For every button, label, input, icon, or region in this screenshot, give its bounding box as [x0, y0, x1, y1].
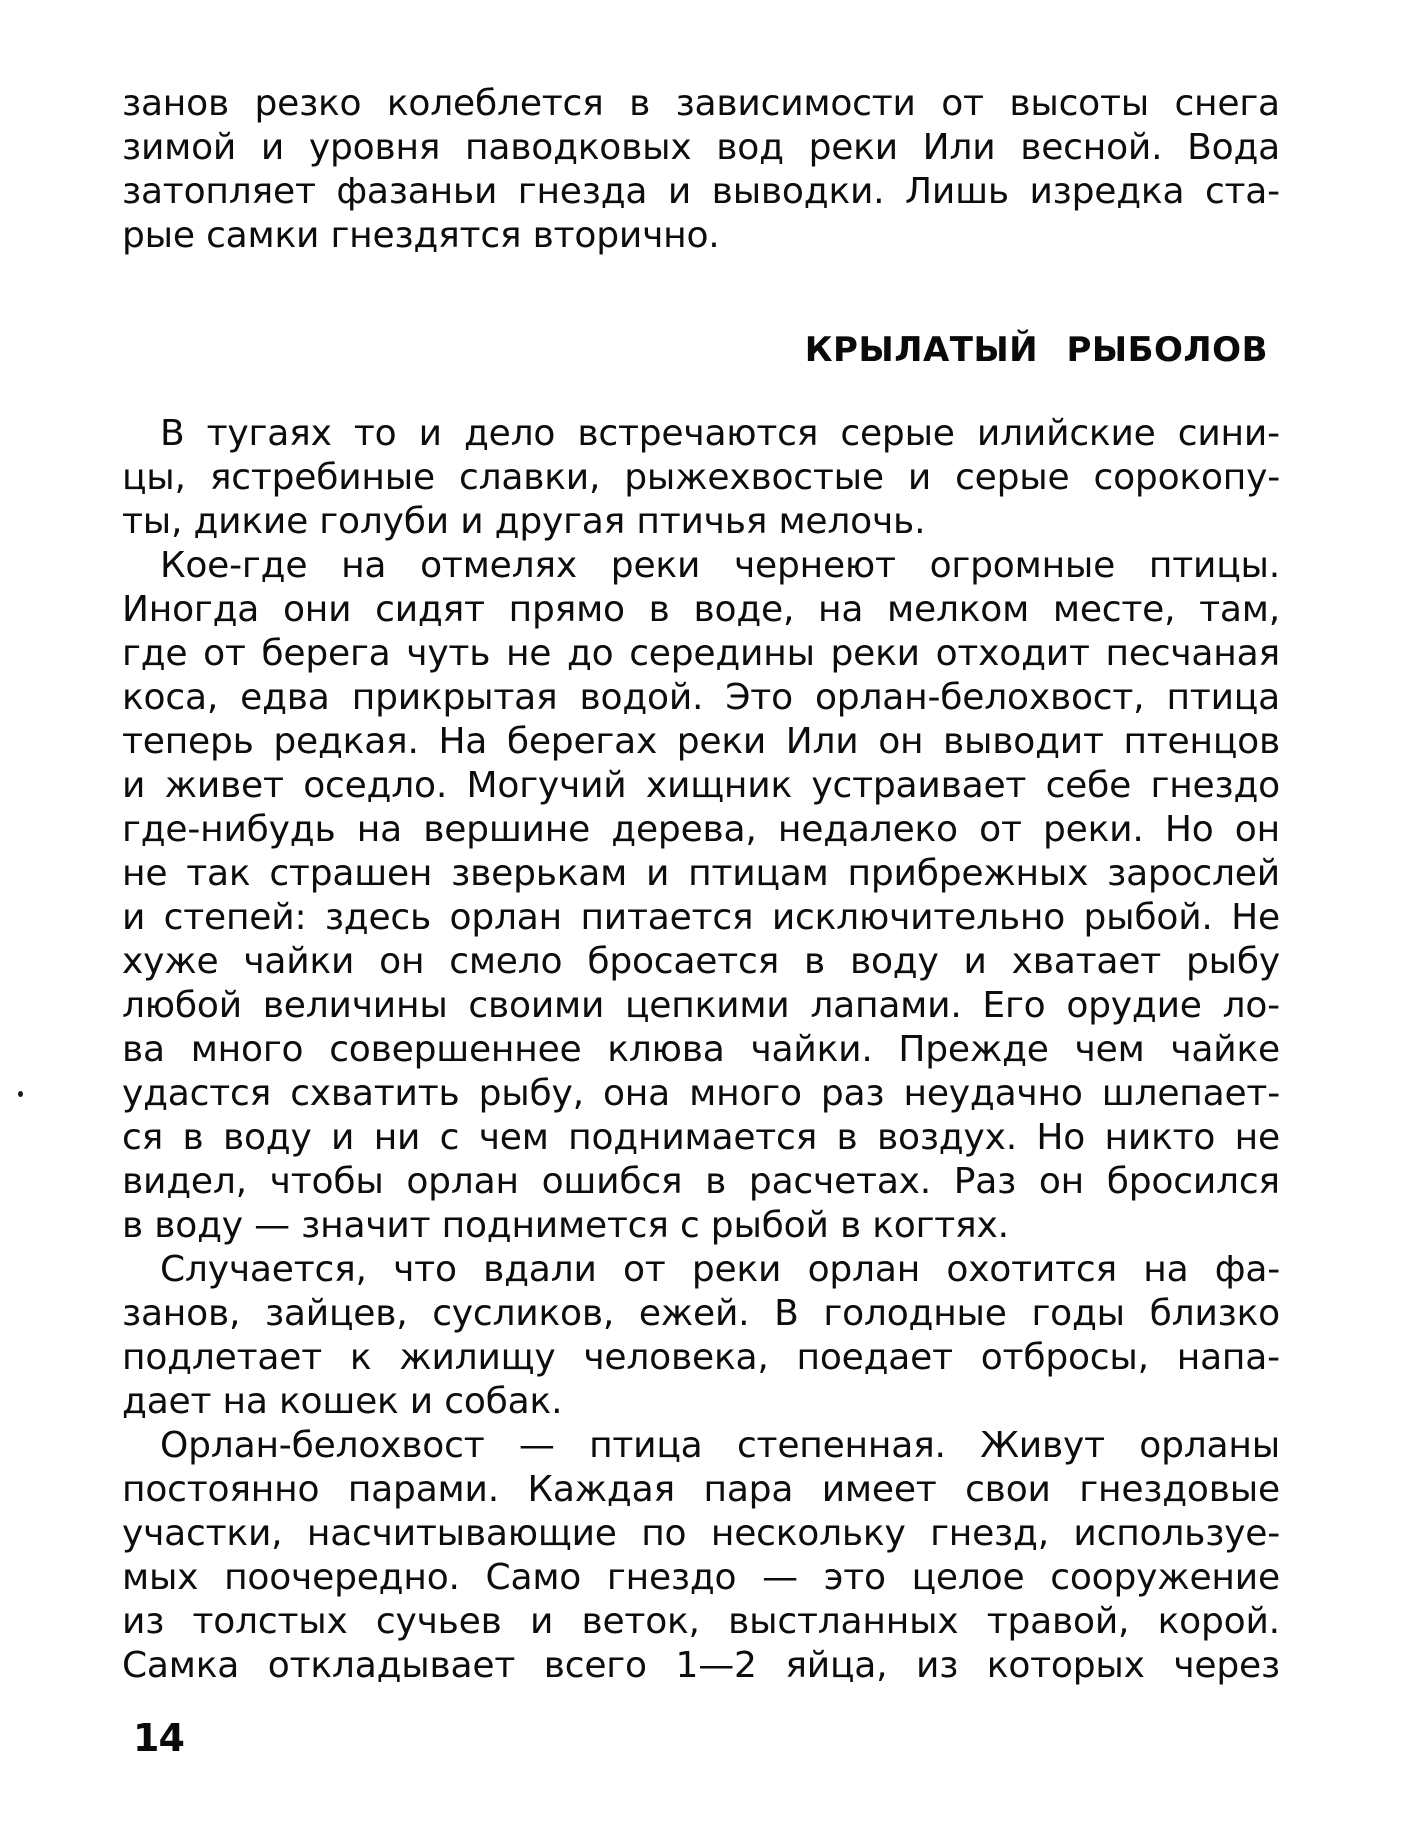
text-block	[122, 82, 1280, 1688]
text-line: мых поочередно. Само гнездо — это целое сооружение	[122, 1557, 1280, 1598]
text-line: и живет оседло. Могучий хищник устраивает себе гнездо	[122, 765, 1280, 806]
text-line: из толстых сучьев и веток, выстланных травой, корой.	[122, 1601, 1280, 1642]
page-number: 14	[133, 1716, 184, 1760]
text-line: любой величины своими цепкими лапами. Его орудие ло-	[122, 985, 1280, 1026]
scan-speck	[18, 1091, 23, 1097]
text-line: Иногда они сидят прямо в воде, на мелком месте, там,	[122, 589, 1280, 630]
text-line: где-нибудь на вершине дерева, недалеко от реки. Но он	[122, 809, 1280, 850]
text-line: дает на кошек и собак.	[122, 1381, 563, 1422]
text-line: не так страшен зверькам и птицам прибрежных зарослей	[122, 853, 1280, 894]
text-line: и степей: здесь орлан питается исключительно рыбой. Не	[122, 897, 1280, 938]
text-line: удастся схватить рыбу, она много раз неудачно шлепает-	[122, 1073, 1280, 1114]
text-line: В тугаях то и дело встречаются серые илийские сини-	[160, 413, 1280, 454]
text-line: рые самки гнездятся вторично.	[122, 215, 720, 256]
paragraph	[122, 544, 1280, 1248]
text-line: в воду — значит поднимется с рыбой в когтях.	[122, 1205, 1009, 1246]
text-line: участки, насчитывающие по нескольку гнезд, используе-	[122, 1513, 1280, 1554]
text-line: ва много совершеннее клюва чайки. Прежде чем чайке	[122, 1029, 1280, 1070]
text-line: занов резко колеблется в зависимости от высоты снега	[122, 83, 1280, 124]
text-line: ся в воду и ни с чем поднимается в воздух. Но никто не	[122, 1117, 1280, 1158]
text-line: Самка откладывает всего 1—2 яйца, из которых через	[122, 1645, 1280, 1686]
paragraph	[122, 412, 1280, 544]
paragraph	[122, 82, 1280, 258]
text-line: Орлан-белохвост — птица степенная. Живут орланы	[160, 1425, 1280, 1466]
text-line: где от берега чуть не до середины реки отходит песчаная	[122, 633, 1280, 674]
text-line: хуже чайки он смело бросается в воду и хватает рыбу	[122, 941, 1280, 982]
paragraph	[122, 1424, 1280, 1688]
paragraph	[122, 1248, 1280, 1424]
text-line: цы, ястребиные славки, рыжехвостые и серые сорокопу-	[122, 457, 1280, 498]
section-heading: КРЫЛАТЫЙ РЫБОЛОВ	[804, 330, 1268, 370]
text-line: ты, дикие голуби и другая птичья мелочь.	[122, 501, 926, 542]
text-line: затопляет фазаньи гнезда и выводки. Лишь изредка ста-	[122, 171, 1280, 212]
text-line: зимой и уровня паводковых вод реки Или весной. Вода	[122, 127, 1280, 168]
text-line: постоянно парами. Каждая пара имеет свои гнездовые	[122, 1469, 1280, 1510]
text-line: видел, чтобы орлан ошибся в расчетах. Раз он бросился	[122, 1161, 1280, 1202]
text-line: Случается, что вдали от реки орлан охотится на фа-	[160, 1249, 1280, 1290]
text-line: теперь редкая. На берегах реки Или он выводит птенцов	[122, 721, 1280, 762]
text-line: занов, зайцев, сусликов, ежей. В голодные годы близко	[122, 1293, 1280, 1334]
text-line: подлетает к жилищу человека, поедает отбросы, напа-	[122, 1337, 1280, 1378]
text-line: Кое-где на отмелях реки чернеют огромные птицы.	[160, 545, 1280, 586]
text-line: коса, едва прикрытая водой. Это орлан-белохвост, птица	[122, 677, 1280, 718]
